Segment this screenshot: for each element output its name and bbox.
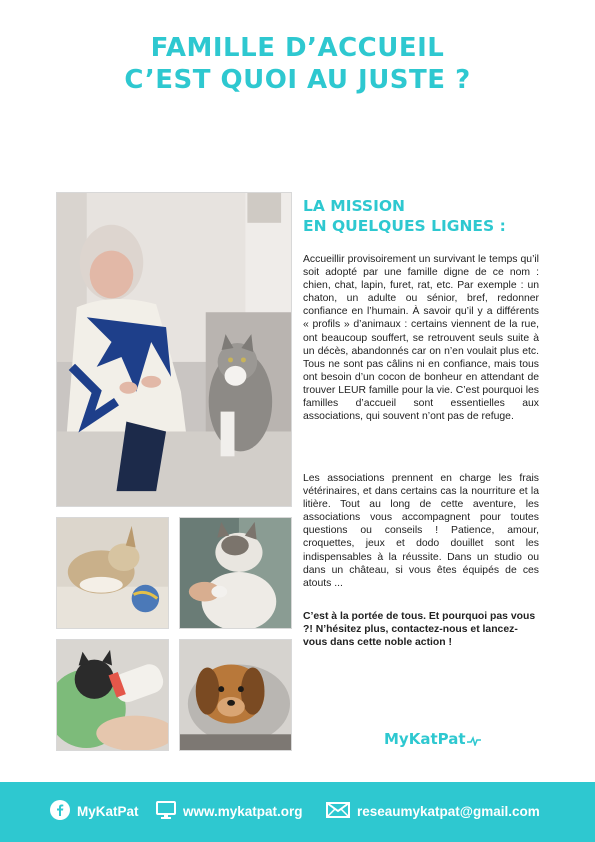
section-title-line-2: EN QUELQUES LIGNES : — [303, 217, 506, 235]
footer-email[interactable] — [326, 800, 540, 822]
footer-facebook[interactable] — [50, 800, 139, 822]
paragraph-mission: Accueillir provisoirement un survivant le temps qu’il soit adopté par une famille digne de ce nom : chien, chat, lapin, furet, rat, etc. Par exemple : un chaton, un adulte ou sénior, bref, redonner confiance en l’humain. À savoir qu’il y a différents « profils » d’animaux : certains viennent de la rue, ont beaucoup souffert, se retrouvent seuls suite à un décès, abandonnés car on n’en voulait plus etc. Tous ne sont pas câlins ni en confiance, mais tous ont besoin d’un cocon de bonheur en attendant de trouver LEUR famille pour la vie. C’est pourquoi les familles d’accueil sont essentielles aux associations, qui souvent n’ont pas de refuge. — [303, 254, 539, 423]
section-title-line-1: LA MISSION — [303, 197, 406, 215]
computer-icon — [156, 801, 176, 822]
footer-website[interactable] — [156, 800, 303, 822]
paw-icon — [467, 732, 481, 746]
photo-woman-with-cat — [56, 192, 292, 507]
title-line-1: FAMILLE D’ACCUEIL — [150, 33, 445, 63]
email-label: reseaumykatpat@gmail.com — [357, 803, 540, 819]
mail-icon — [326, 802, 350, 821]
website-label: www.mykatpat.org — [183, 803, 303, 819]
facebook-label: MyKatPat — [77, 803, 139, 819]
photo-kitten-bottle — [56, 639, 169, 751]
mykatpat-logo — [384, 726, 484, 752]
photo-rabbit-with-ball — [56, 517, 169, 629]
facebook-icon — [50, 800, 70, 823]
section-title — [303, 196, 543, 236]
photo-cat-paw — [179, 517, 292, 629]
paragraph-associations: Les associations prennent en charge les frais vétérinaires, et dans certains cas la nourriture et la litière. Tout au long de cette aventure, les associations vous accompagnent pour toutes questions ou conseils ! Patience, amour, croquettes, jeux et dodo douillet sont les indispensables à la réussite. Dans un studio ou dans un château, si vous êtes équipés de ces atouts ... — [303, 473, 539, 589]
logo-text: MyKatPat — [384, 730, 466, 748]
photo-dog-on-cushion — [179, 639, 292, 751]
paragraph-call-to-action: C’est à la portée de tous. Et pourquoi pas vous ?! N’hésitez plus, contactez-nous et lancez-vous dans cette noble action ! — [303, 611, 536, 649]
page-title — [0, 32, 595, 96]
title-line-2: C’EST QUOI AU JUSTE ? — [124, 65, 471, 95]
footer — [0, 782, 595, 842]
